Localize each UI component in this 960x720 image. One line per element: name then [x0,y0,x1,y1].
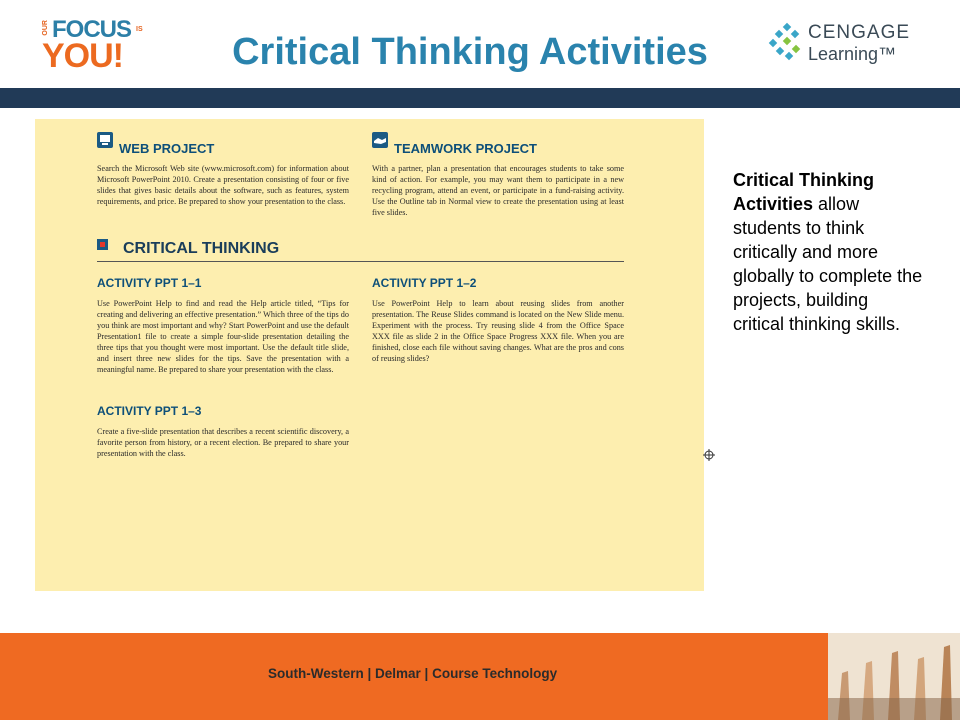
our-focus-is-you-logo [42,16,162,75]
cengage-mark-icon [768,22,804,62]
slide-title: Critical Thinking Activities [232,31,708,73]
web-project-heading: WEB PROJECT [119,141,215,156]
critical-thinking-marker [97,239,108,250]
activity-1-text: Use PowerPoint Help to find and read the Help article titled, “Tips for creating and delivering an effective presentation.” Which three of the tips do you think are most important and why? Start PowerPoint and use the default Presentation1 file to create a simple four-slide presentation detailing the three tips that you thought were most important. Use the default title slide, and insert three new slides for the tips. Save the presentation with a meaningful name. Be prepared to share your presentation with the class. [97,299,349,374]
logo-focus-text: FOCUS [52,16,131,43]
logo-is-text: IS [136,26,143,33]
side-description [733,168,923,336]
web-project-text: Search the Microsoft Web site (www.microsoft.com) for information about Microsoft PowerPoint 2010. Create a presentation consisting of four or five slides that gives basic details about the software, such as features, system requirements, and price. Be prepared to show your presentation to the class. [97,164,349,206]
computer-icon [97,132,113,148]
textbook-page-image [35,119,704,591]
crosshair-icon [703,449,715,461]
logo-you-text: YOU! [42,37,123,75]
activity-3-text: Create a five-slide presentation that describes a recent scientific discovery, a favorite person from history, or a recent election. Be prepared to share your presentation with the class. [97,427,349,458]
logo-our-text: OUR [42,20,49,36]
side-description-rest: allow students to think critically and more globally to complete the projects, building critical thinking skills. [733,194,923,334]
activity-2-heading: ACTIVITY PPT 1–2 [372,276,477,290]
activity-2-text: Use PowerPoint Help to learn about reusing slides from another presentation. The Reuse Slides command is located on the New Slide menu. Experiment with the process. Try reusing slide 4 from the Office Space XXX file as slide 2 in the Office Space Progress XXX file. When you are finished, close each file without saving changes. What are the pros and cons of reusing slides? [372,299,624,363]
section-divider [97,261,624,262]
footer-publishers: South-Western | Delmar | Course Technology [268,666,558,681]
teamwork-project-text: With a partner, plan a presentation that encourages students to take some kind of action. For example, you may want them to participate in a new recycling program, attend an event, or participate in a fund-raising activity. Use the Outline tab in Normal view to create the presentation using at least five slides. [372,164,624,217]
handshake-icon [372,132,388,148]
students-raising-hands-photo [828,633,960,720]
logo-learning-text: Learning™ [808,44,897,64]
header-bar [0,88,960,108]
logo-cengage-text: CENGAGE [808,22,911,43]
activity-3-heading: ACTIVITY PPT 1–3 [97,404,202,418]
activity-1-heading: ACTIVITY PPT 1–1 [97,276,202,290]
side-description-bold: Critical Thinking Activities [733,170,875,214]
cengage-learning-logo [768,20,928,68]
teamwork-project-heading: TEAMWORK PROJECT [394,141,537,156]
critical-thinking-heading: CRITICAL THINKING [123,240,280,257]
